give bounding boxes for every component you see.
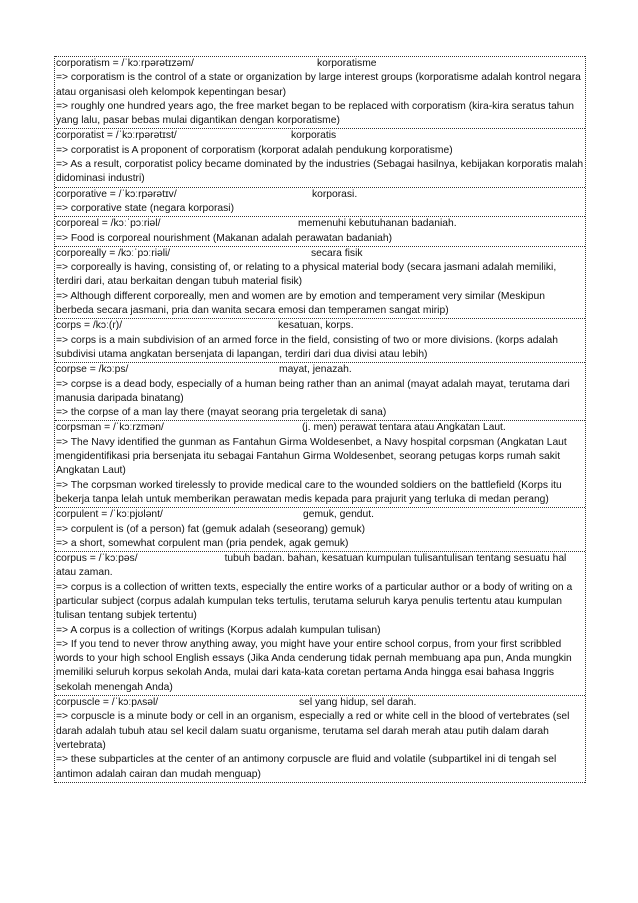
entry-term: corporatist = /ˈkɔːrpərətɪst/ bbox=[56, 130, 177, 142]
entry-line: => corpse is a dead body, especially of a human being rather than an animal (mayat adalah mayat, terutama dari manusia daripada binatang) bbox=[56, 378, 570, 404]
entry-line: => roughly one hundred years ago, the free market began to be replaced with corporatism (kira-kira seratus tahun yang lalu, pasar bebas mulai digantikan dengan korporatisme) bbox=[56, 100, 574, 127]
entry-heading bbox=[55, 188, 585, 202]
glossary-entry bbox=[55, 695, 585, 783]
glossary-entry bbox=[55, 551, 585, 695]
glossary-entry bbox=[55, 216, 585, 246]
glossary-entry bbox=[55, 246, 585, 318]
glossary-entry bbox=[55, 507, 585, 551]
entry-translation: korporatis bbox=[291, 130, 337, 142]
entry-term: corpse = /kɔːps/ bbox=[56, 364, 129, 376]
entry-heading bbox=[55, 129, 585, 143]
entry-line: => corporeally is having, consisting of, or relating to a physical material body (secara jasmani adalah memiliki, terdiri dari, atau berkaitan dengan tubuh material fisik) bbox=[56, 262, 557, 288]
entry-line: => corporatism is the control of a state or organization by large interest groups (korporatisme adalah kontrol negara atau organisasi oleh kelompok kepentingan besar) bbox=[56, 72, 581, 98]
entry-line: => corporatist is A proponent of corporatism (korporat adalah pendukung korporatisme) bbox=[56, 144, 453, 156]
entry-line: => a short, somewhat corpulent man (pria pendek, agak gemuk) bbox=[56, 537, 349, 549]
entry-line: => The Navy identified the gunman as Fantahun Girma Woldesenbet, a Navy hospital corpsman (Angkatan Laut mengidentifikasi pria bersenjata itu sebagai Fantahun Girma Woldesenbet, seorang petugas korps rumah sakit Angkatan Laut) bbox=[56, 436, 567, 477]
glossary-entry bbox=[55, 187, 585, 217]
entry-translation: mayat, jenazah. bbox=[279, 364, 352, 376]
entry-heading bbox=[55, 319, 585, 333]
entry-line: => Food is corporeal nourishment (Makanan adalah perawatan badaniah) bbox=[56, 232, 393, 244]
entry-translation: sel yang hidup, sel darah. bbox=[299, 697, 417, 709]
glossary-document bbox=[54, 56, 586, 783]
entry-line: => Although different corporeally, men and women are by emotion and temperament very similar (Meskipun berbeda secara jasmani, pria dan wanita secara emosi dan temperamen sangat mirip) bbox=[56, 290, 545, 317]
entry-heading bbox=[55, 552, 585, 581]
entry-line: => If you tend to never throw anything away, you might have your entire school corpus, from your first scribbled words to your high school English essays (Jika Anda cenderung tidak pernah membuang apa pun, Anda mungkin memiliki seluruh korpus sekolah Anda, mulai dari kata-kata coretan pertama Anda hingga esai bahasa Inggris sekolah menengah Anda) bbox=[56, 638, 572, 693]
glossary-entry bbox=[55, 128, 585, 186]
entry-heading bbox=[55, 217, 585, 231]
glossary-entry bbox=[55, 318, 585, 362]
entry-heading bbox=[55, 363, 585, 377]
entry-heading bbox=[55, 508, 585, 522]
glossary-entry bbox=[55, 420, 585, 507]
entry-line: => the corpse of a man lay there (mayat seorang pria tergeletak di sana) bbox=[56, 407, 387, 419]
entry-translation: gemuk, gendut. bbox=[303, 509, 374, 521]
entry-line: => The corpsman worked tirelessly to provide medical care to the wounded soldiers on the battlefield (Korps itu bekerja tanpa lelah untuk memberikan perawatan medis kepada para prajurit yang terluka di medan perang) bbox=[56, 479, 562, 505]
entry-translation: korporatisme bbox=[317, 58, 377, 69]
entry-translation: memenuhi kebutuhanan badaniah. bbox=[298, 218, 457, 230]
entry-term: corpuscle = /ˈkɔːpʌsəl/ bbox=[56, 697, 159, 709]
entry-term: corporative = /ˈkɔːrpərətɪv/ bbox=[56, 188, 177, 200]
entry-line: => corpulent is (of a person) fat (gemuk adalah (seseorang) gemuk) bbox=[56, 523, 366, 535]
entry-term: corps = /kɔː(r)/ bbox=[56, 320, 123, 332]
entry-translation: secara fisik bbox=[311, 247, 363, 259]
entry-line: => corps is a main subdivision of an armed force in the field, consisting of two or more divisions. (korps adalah subdivisi utama angkatan bersenjata di lapangan, terdiri dari dua divisi atau lebih) bbox=[56, 334, 558, 360]
entry-heading bbox=[55, 57, 585, 71]
entry-line: => corpus is a collection of written texts, especially the entire works of a particular author or a body of writing on a particular subject (corpus adalah kumpulan teks tertulis, terutama seluruh karya penulis tertentu atau kumpulan tulisan tentang subjek tertentu) bbox=[56, 581, 573, 622]
entry-line: => corporative state (negara korporasi) bbox=[56, 202, 234, 214]
entry-term: corporeal = /kɔːˈpɔːriəl/ bbox=[56, 218, 161, 230]
entry-line: => these subparticles at the center of an antimony corpuscle are fluid and volatile (subpartikel ini di tengah sel antimon adalah cairan dan mudah menguap) bbox=[56, 754, 557, 780]
entry-line: => corpuscle is a minute body or cell in an organism, especially a red or white cell in the blood of vertebrates (sel darah adalah tubuh atau sel kecil dalam suatu organisme, terutama sel darah merah atau putih dalam darah vertebrata) bbox=[56, 711, 570, 751]
entry-heading bbox=[55, 421, 585, 435]
entry-term: corpsman = /ˈkɔːrzmən/ bbox=[56, 422, 164, 434]
entry-translation: korporasi. bbox=[312, 188, 358, 200]
entry-heading bbox=[55, 696, 585, 710]
entry-heading bbox=[55, 247, 585, 261]
glossary-entry bbox=[55, 362, 585, 420]
entry-term: corporatism = /ˈkɔːrpərətɪzəm/ bbox=[56, 58, 194, 69]
entry-term: corpulent = /ˈkɔːpjʊlənt/ bbox=[56, 509, 163, 521]
entry-line: => A corpus is a collection of writings (Korpus adalah kumpulan tulisan) bbox=[56, 624, 381, 636]
entry-line: => As a result, corporatist policy became dominated by the industries (Sebagai hasilnya, kebijakan korporatis malah didominasi industri) bbox=[56, 159, 584, 185]
entry-term: corporeally = /kɔːˈpɔːriəli/ bbox=[56, 247, 171, 259]
entry-translation: (j. men) perawat tentara atau Angkatan Laut. bbox=[302, 422, 506, 434]
entry-term: corpus = /ˈkɔːpəs/ bbox=[56, 553, 138, 565]
entry-translation: kesatuan, korps. bbox=[278, 320, 354, 332]
glossary-entry bbox=[55, 56, 585, 128]
entry-translation: tubuh badan. bahan, kesatuan kumpulan tulisantulisan tentang sesuatu hal atau zaman. bbox=[56, 553, 567, 579]
